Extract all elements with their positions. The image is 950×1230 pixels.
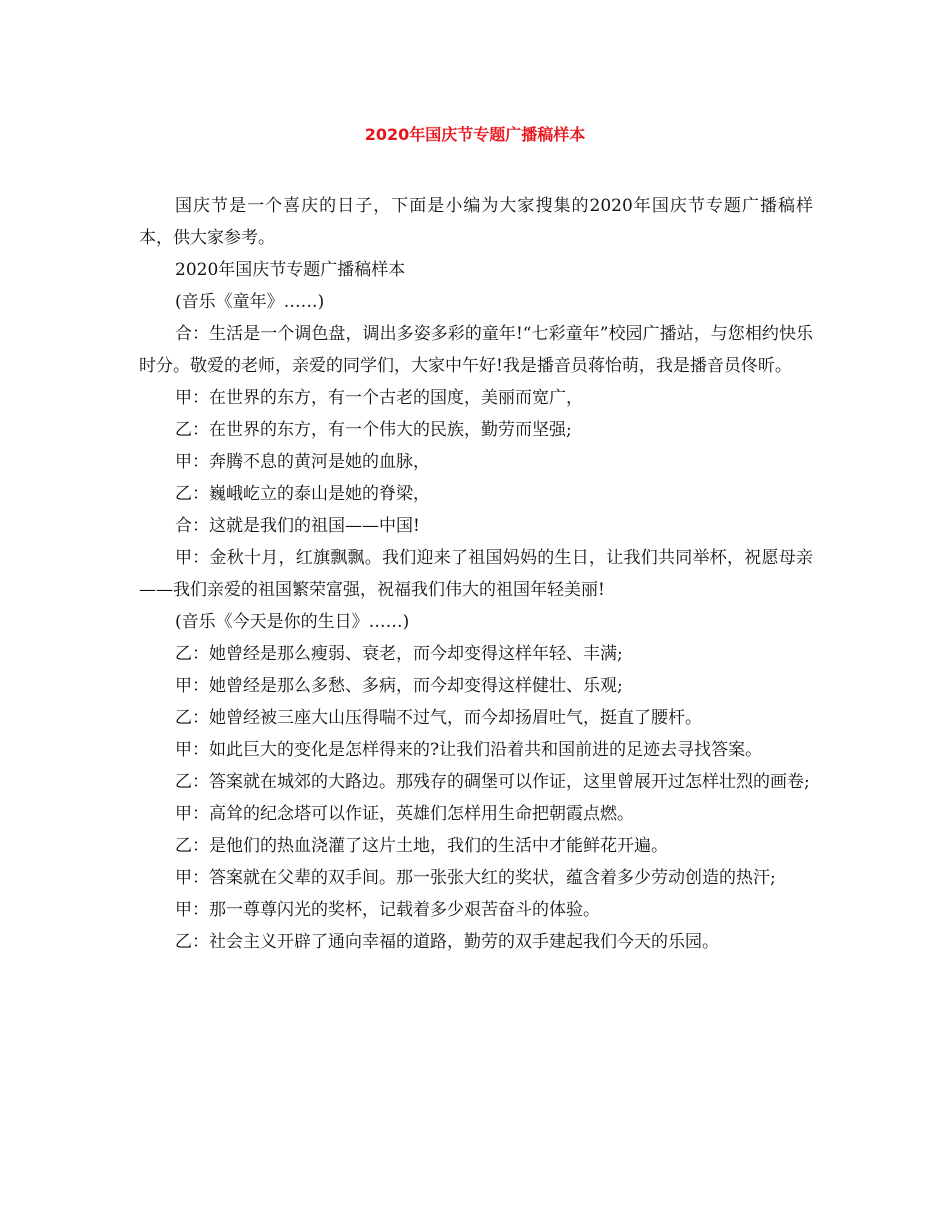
paragraph: 甲：她曾经是那么多愁、多病，而今却变得这样健壮、乐观; [175, 676, 623, 696]
paragraph: 乙：是他们的热血浇灌了这片土地，我们的生活中才能鲜花开遍。 [175, 836, 668, 856]
paragraph: 甲：在世界的东方，有一个古老的国度，美丽而宽广， [175, 388, 583, 408]
paragraph: 乙：巍峨屹立的泰山是她的脊梁， [175, 484, 430, 504]
paragraph: (音乐《今天是你的生日》……) [175, 612, 410, 632]
paragraph: 乙：社会主义开辟了通向幸福的道路，勤劳的双手建起我们今天的乐园。 [175, 932, 719, 952]
paragraph: 2020年国庆节专题广播稿样本 [175, 260, 406, 280]
paragraph: 甲：奔腾不息的黄河是她的血脉， [175, 452, 430, 472]
paragraph: 合：这就是我们的祖国——中国! [175, 516, 420, 536]
paragraph: 合：生活是一个调色盘，调出多姿多彩的童年!“七彩童年”校园广播站，与您相约快乐时分。敬爱的老师，亲爱的同学们，大家中午好!我是播音员蒋怡萌，我是播音员佟昕。 [139, 324, 813, 376]
paragraph: 甲：金秋十月，红旗飘飘。我们迎来了祖国妈妈的生日，让我们共同举杯，祝愿母亲——我们亲爱的祖国繁荣富强，祝福我们伟大的祖国年轻美丽! [139, 548, 813, 600]
paragraph: 甲：那一尊尊闪光的奖杯，记载着多少艰苦奋斗的体验。 [175, 900, 600, 920]
page-title: 2020年国庆节专题广播稿样本 [364, 125, 586, 144]
paragraph: 甲：答案就在父辈的双手间。那一张张大红的奖状，蕴含着多少劳动创造的热汗; [175, 868, 776, 888]
paragraph: 国庆节是一个喜庆的日子，下面是小编为大家搜集的2020年国庆节专题广播稿样本，供大家参考。 [139, 196, 813, 248]
document-body [139, 190, 813, 958]
paragraph: 乙：在世界的东方，有一个伟大的民族，勤劳而坚强; [175, 420, 572, 440]
paragraph: 乙：她曾经被三座大山压得喘不过气，而今却扬眉吐气，挺直了腰杆。 [175, 708, 702, 728]
paragraph: 乙：她曾经是那么瘦弱、衰老，而今却变得这样年轻、丰满; [175, 644, 623, 664]
paragraph: (音乐《童年》……) [175, 292, 325, 312]
paragraph: 乙：答案就在城郊的大路边。那残存的碉堡可以作证，这里曾展开过怎样壮烈的画卷; [175, 772, 810, 792]
paragraph: 甲：高耸的纪念塔可以作证，英雄们怎样用生命把朝霞点燃。 [175, 804, 634, 824]
paragraph: 甲：如此巨大的变化是怎样得来的?让我们沿着共和国前进的足迹去寻找答案。 [175, 740, 763, 760]
